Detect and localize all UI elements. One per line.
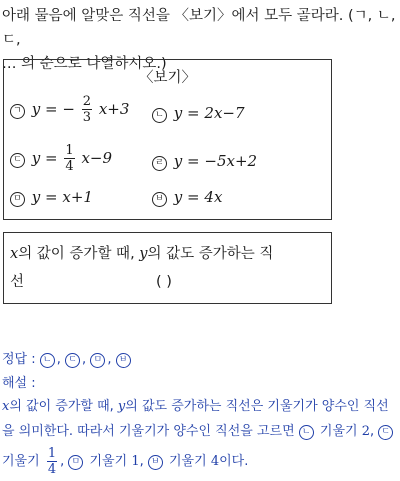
circled-mark: ㅂ	[152, 192, 167, 207]
circled-mark: ㅁ	[10, 192, 25, 207]
fraction: $\frac{1}{4}$	[47, 446, 57, 477]
option-bieup: ㅂ y = 4x	[152, 188, 222, 207]
circled-mark: ㄴ	[152, 108, 167, 123]
fraction: $\frac{1}{4}$	[65, 143, 74, 174]
fraction: $\frac{2}{3}$	[82, 94, 92, 125]
circled-mark: ㄷ	[10, 153, 25, 168]
option-giyeok: ㄱ y = − $\frac{2}{3}$ x+3	[10, 94, 129, 125]
circled-mark: ㄴ	[299, 425, 314, 440]
option-mieum: ㅁ y = x+1	[10, 188, 93, 207]
answer-mark: ㅂ	[116, 353, 131, 368]
sub-question-line-1: x의 값이 증가할 때, y의 값도 증가하는 직	[10, 246, 274, 262]
solution-line-2: 을 의미한다. 따라서 기울기가 양수인 직선을 고르면 ㄴ 기울기 2, ㄷ	[2, 421, 395, 443]
answer-mark: ㄷ	[65, 353, 80, 368]
solution-line-3: 기울기 $\frac{1}{4}$ , ㅁ 기울기 1, ㅂ 기울기 4이다.	[2, 446, 249, 477]
sub-question-line-2: 선	[10, 274, 25, 290]
solution-label: 해설 :	[2, 376, 36, 391]
question-line-2: … 의 순으로 나열하시오.)	[2, 56, 167, 72]
circled-mark: ㅂ	[148, 455, 163, 470]
circled-mark: ㄷ	[378, 425, 393, 440]
bogi-title: 〈보기〉	[138, 70, 196, 86]
option-digeut: ㄷ y = $\frac{1}{4}$ x−9	[10, 143, 112, 174]
circled-mark: ㅁ	[68, 455, 83, 470]
answer-label: 정답 :	[2, 352, 36, 367]
option-rieul: ㄹ y = −5x+2	[152, 152, 257, 171]
circled-mark: ㄱ	[10, 104, 25, 119]
option-nieun: ㄴ y = 2x−7	[152, 104, 245, 123]
answer-mark: ㅁ	[90, 353, 105, 368]
answer-line: 정답 : ㄴ , ㄷ , ㅁ , ㅂ	[2, 349, 133, 371]
circled-mark: ㄹ	[152, 156, 167, 171]
answer-mark: ㄴ	[40, 353, 55, 368]
sub-question-text	[10, 240, 320, 296]
question-line-1: 아래 물음에 알맞은 직선을 〈보기〉에서 모두 골라라. (ㄱ, ㄴ, ㄷ,	[2, 8, 396, 48]
answer-blank: ( )	[156, 274, 172, 290]
solution-line-1: x의 값이 증가할 때, y의 값도 증가하는 직선은 기울기가 양수인 직선	[2, 399, 389, 414]
